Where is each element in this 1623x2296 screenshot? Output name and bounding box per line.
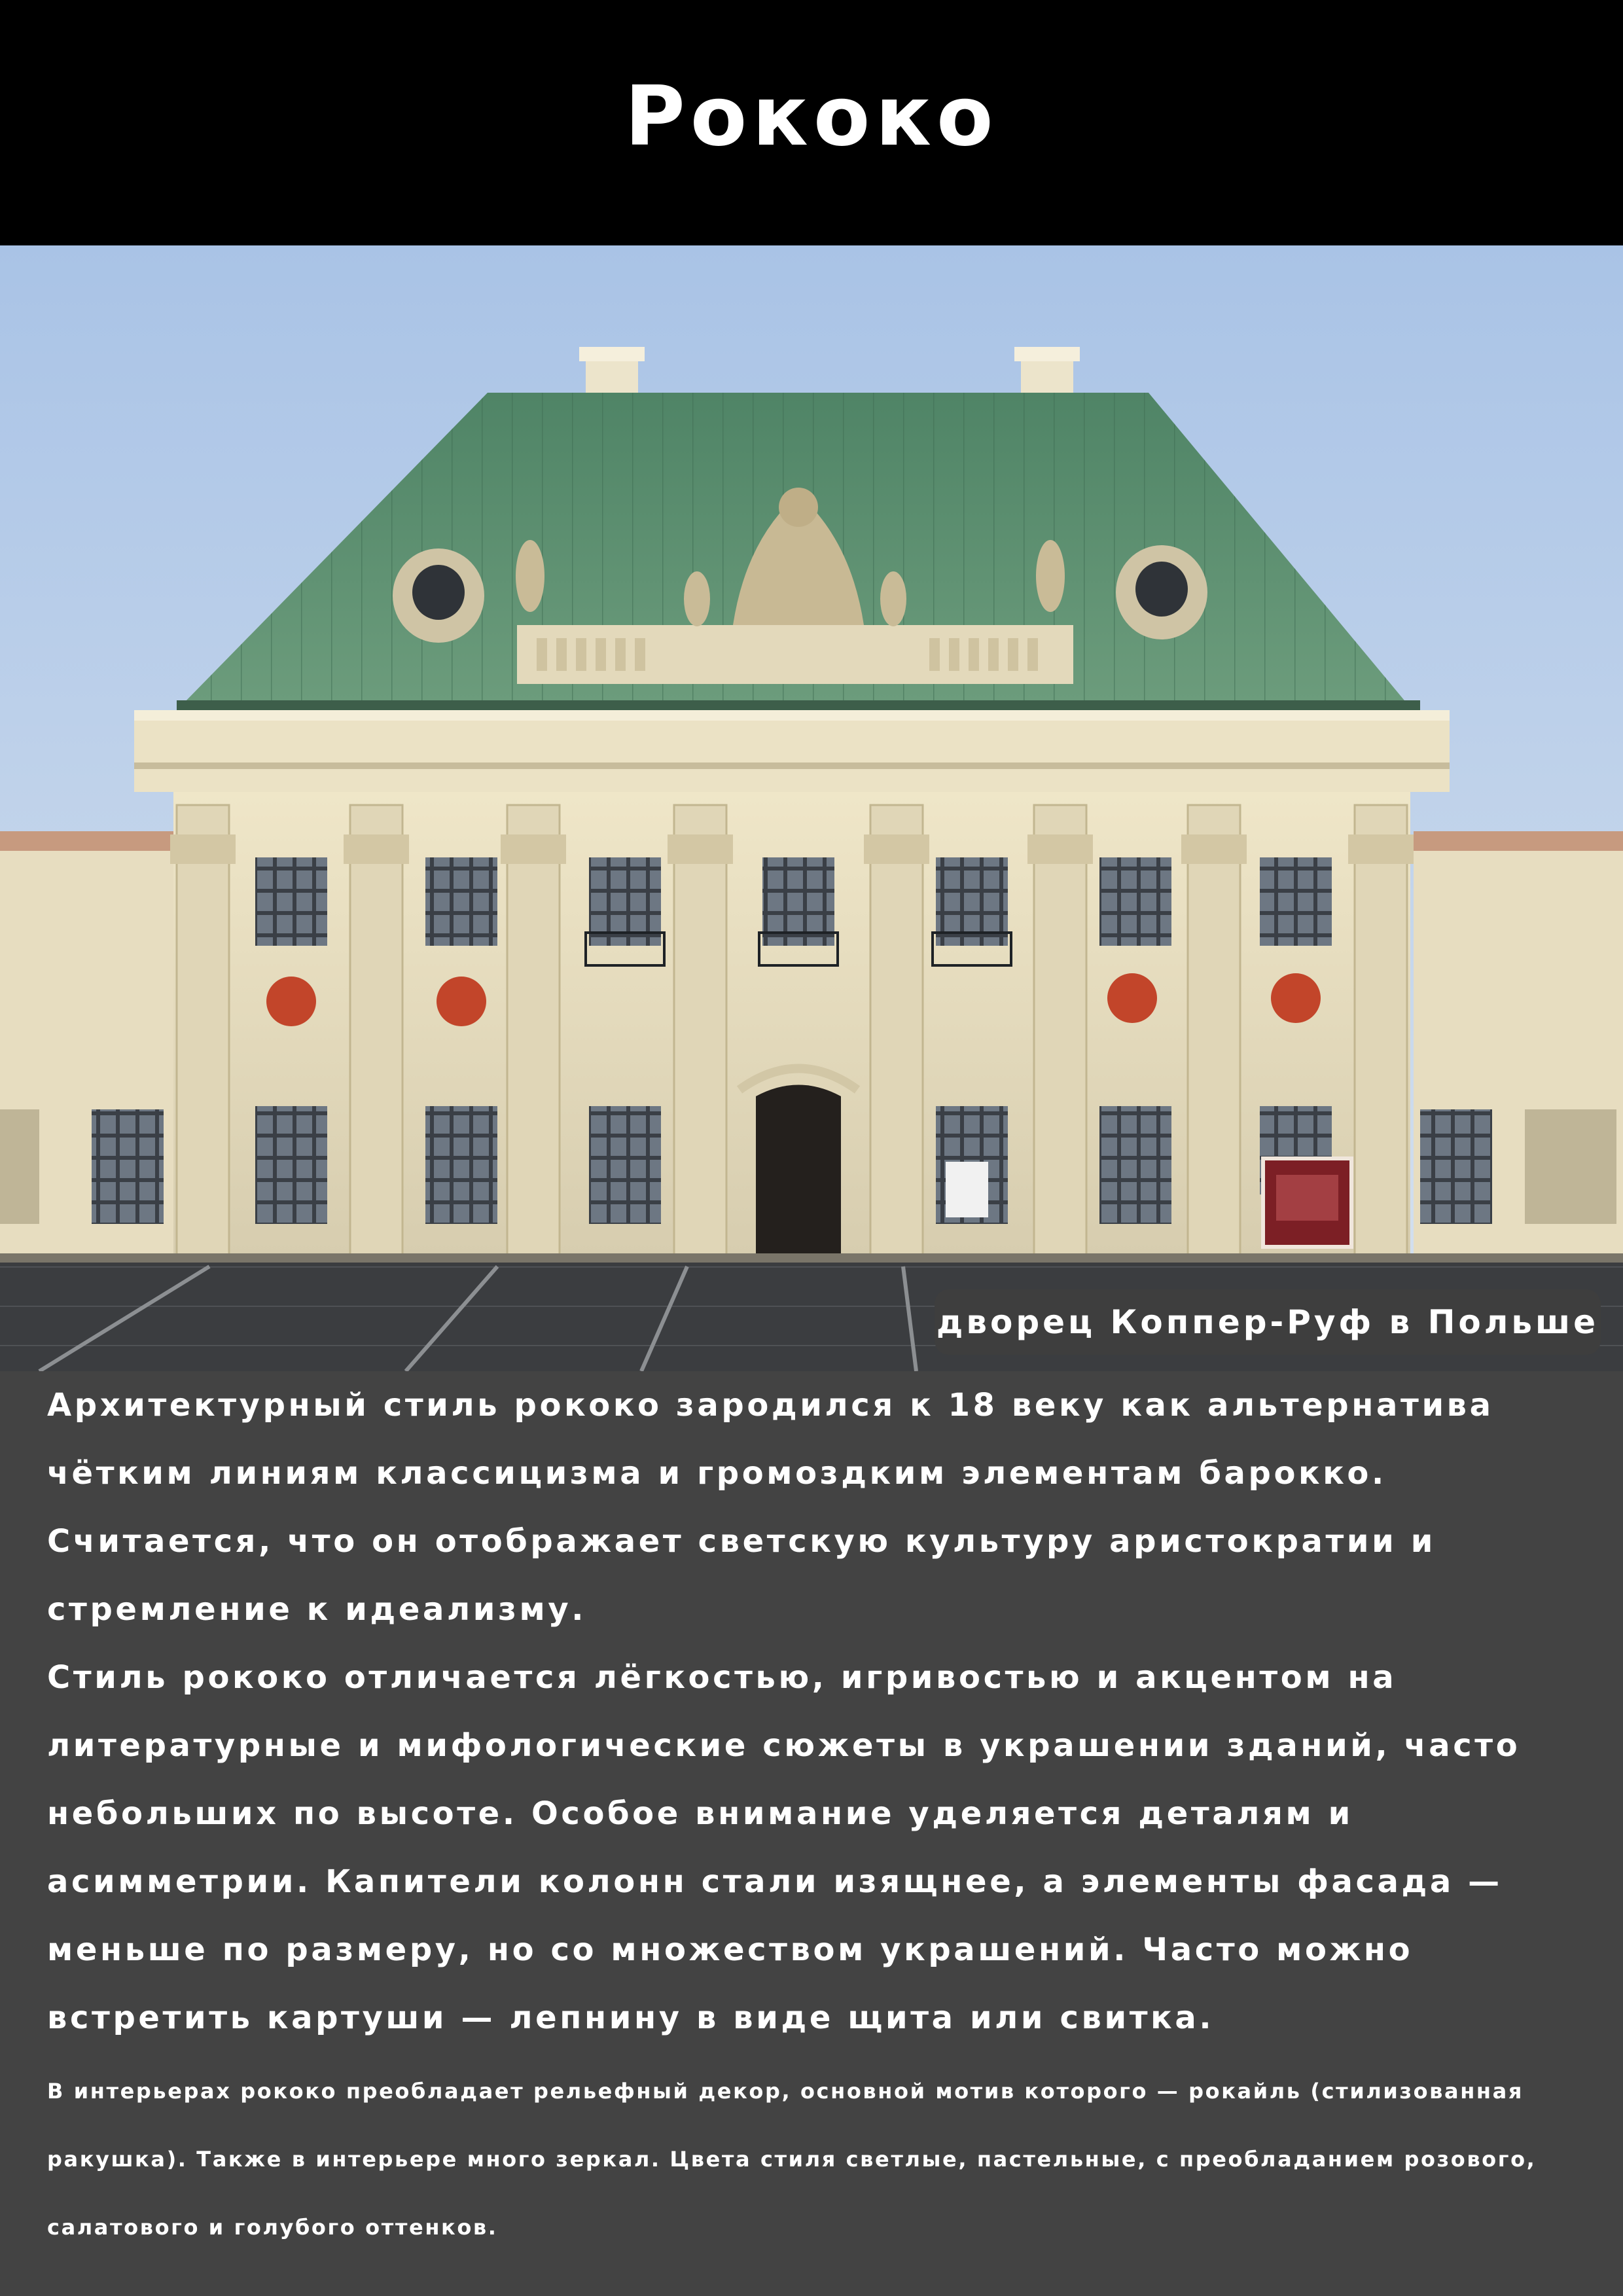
door <box>756 1085 841 1267</box>
entablature <box>134 713 1450 792</box>
paragraph-features: Стиль рококо отличается лёгкостью, игривостью и акцентом на литературные и мифологические сюжеты в украшении зданий, часто небольших по высоте. Особое внимание уделяется деталям и асимметрии. Капители колонн стали изящнее, а элементы фасада — меньше по размеру, но со множеством украшений. Часто можно встретить картуши — лепнину в виде щита или свитка. <box>47 1659 1521 2036</box>
page-title: Рококо <box>624 68 999 164</box>
palace-photo <box>0 245 1623 1371</box>
header-bar <box>0 0 1623 245</box>
paragraph-intro: Архитектурный стиль рококо зародился к 18 веку как альтернатива чётким линиям классицизма и громоздким элементам барокко. Считается, что он отображает светскую культуру аристократии и стремление к идеализму. <box>47 1387 1494 1628</box>
photo-caption: дворец Коппер-Руф в Польше <box>935 1289 1601 1355</box>
article-text <box>47 1371 1578 2261</box>
paragraph-interiors: В интерьерах рококо преобладает рельефный декор, основной мотив которого — рокайль (стилизованная ракушка). Также в интерьере много зеркал. Цвета стиля светлые, пастельные, с преобладанием розового, салатового и голубого оттенков. <box>47 2079 1537 2240</box>
